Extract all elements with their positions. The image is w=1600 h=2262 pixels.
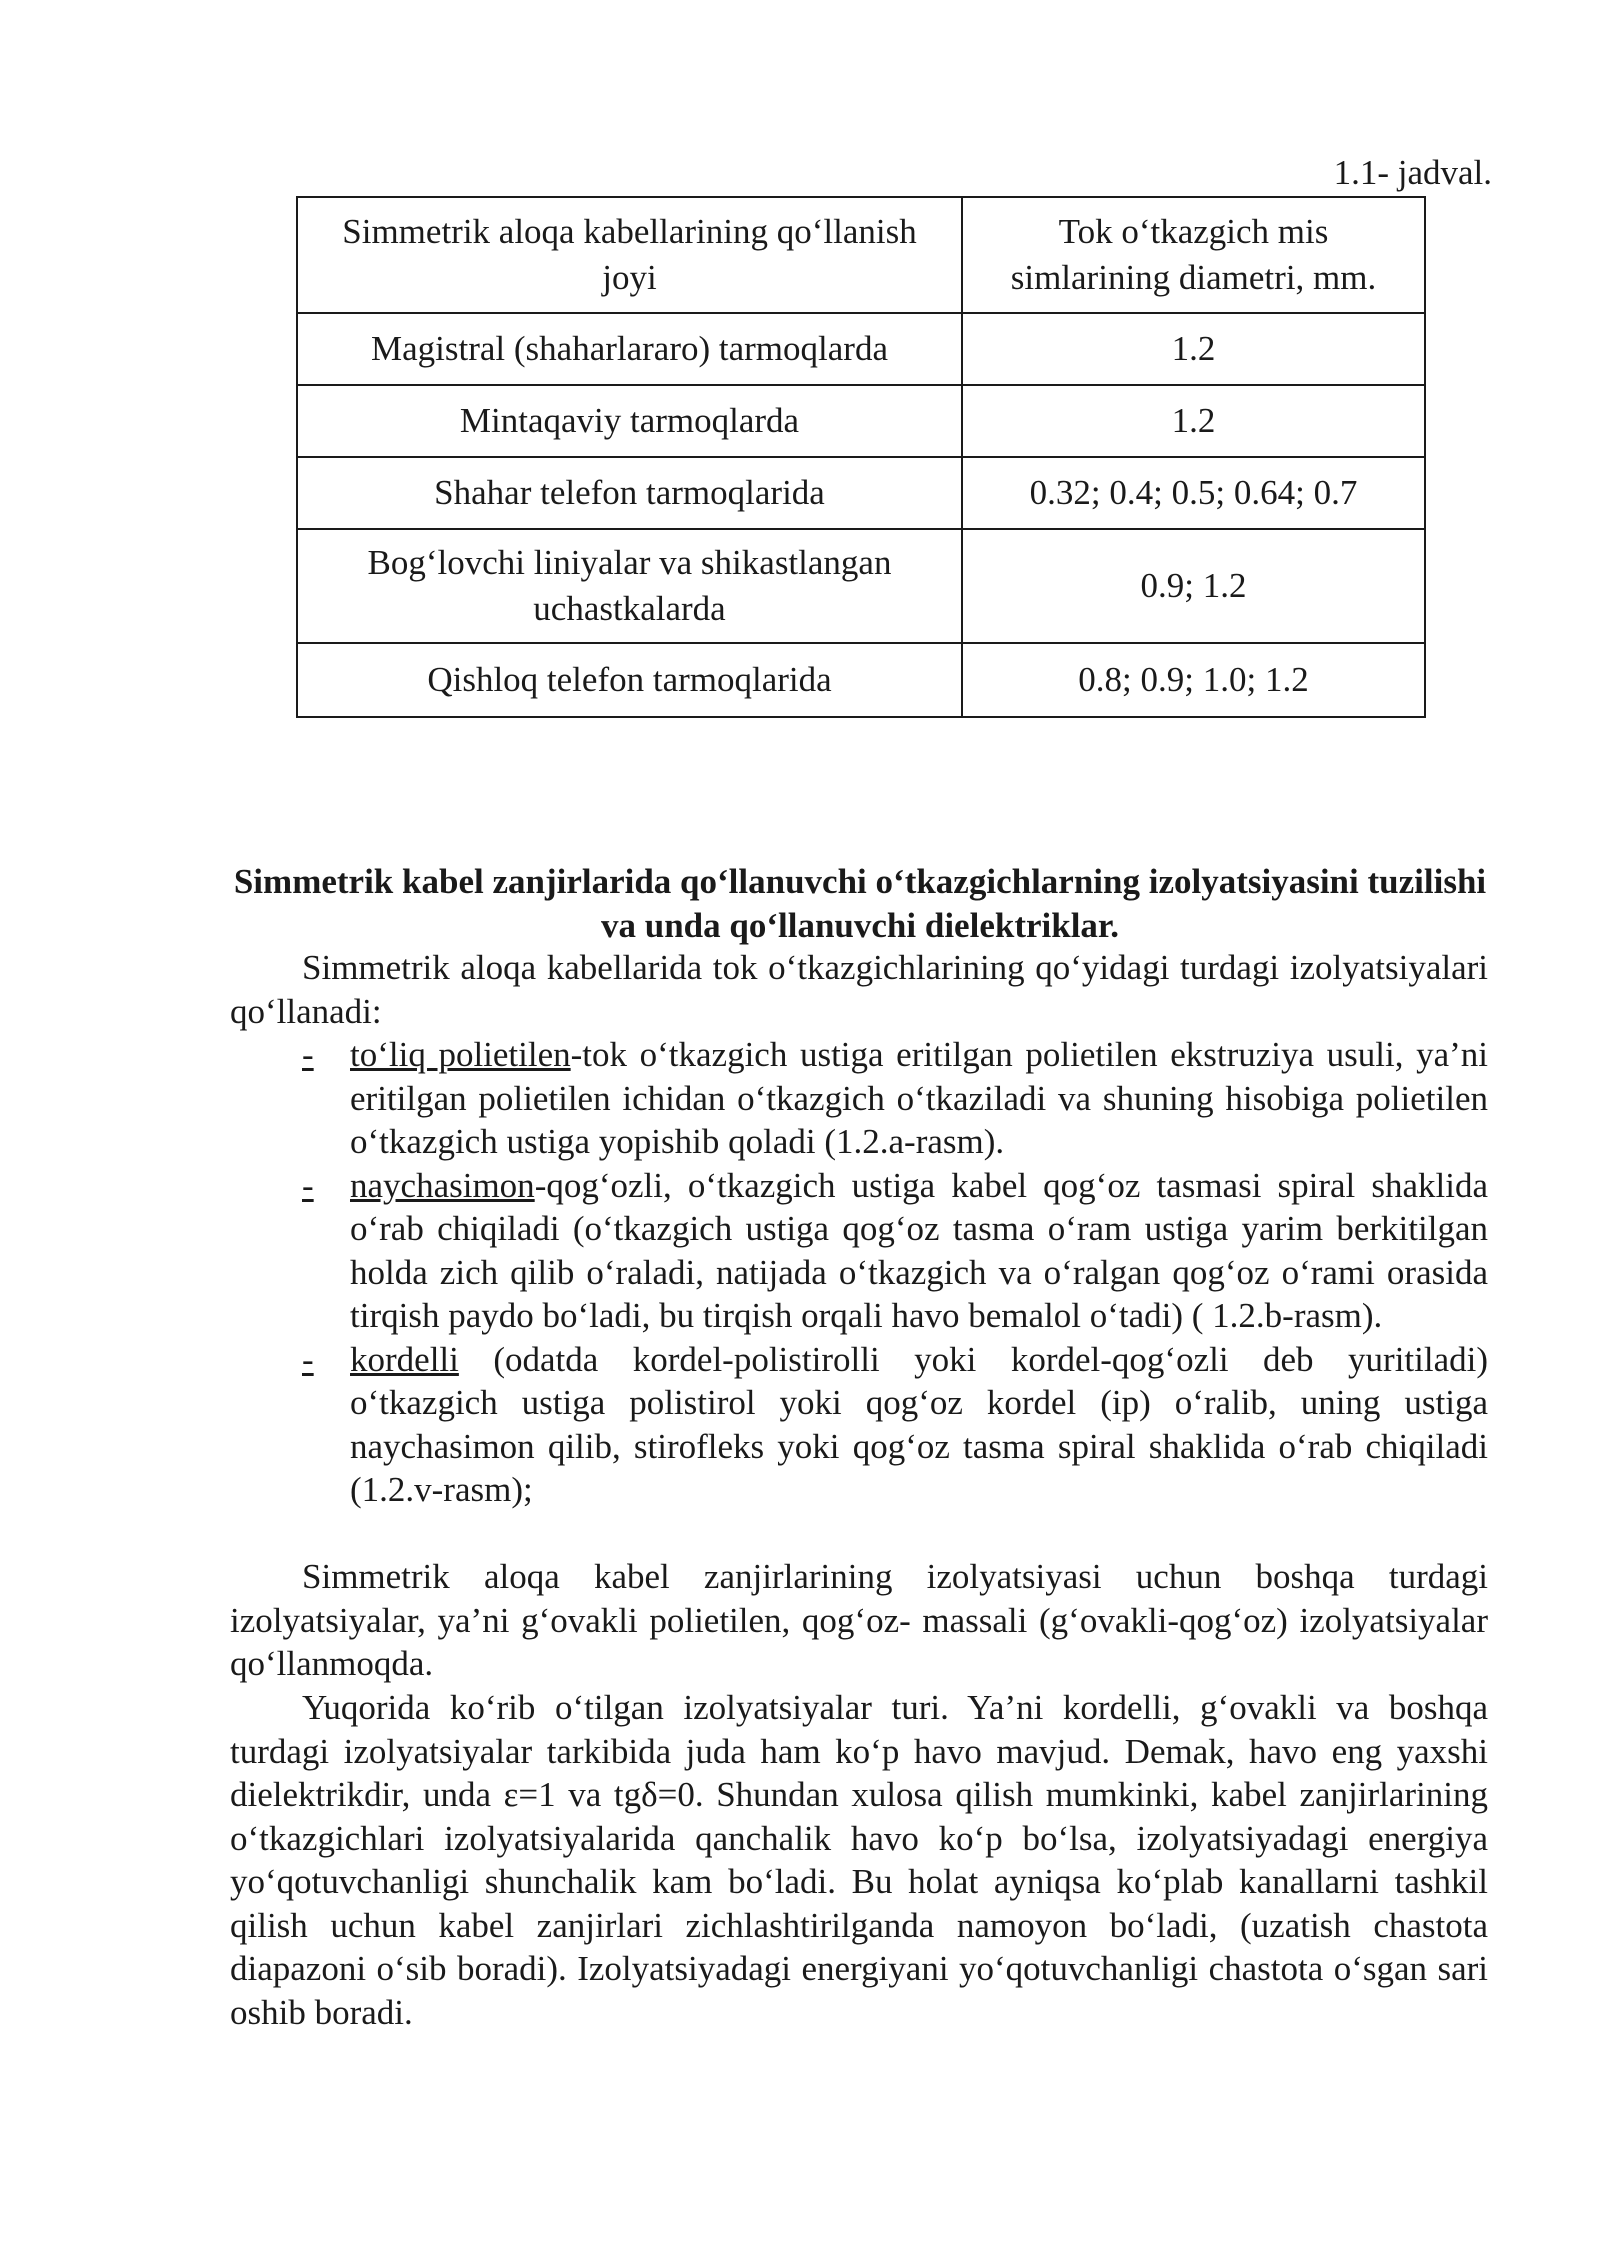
cable-diameter-table xyxy=(296,196,1426,718)
table-header-row xyxy=(297,197,1425,313)
header-cell-application: Simmetrik aloqa kabellarining qo‘llanish joyi xyxy=(297,197,962,313)
list-dash: - xyxy=(302,1035,314,1074)
paragraph-3-text: Yuqorida ko‘rib o‘tilgan izolyatsiyalar turi. Ya’ni kordelli, g‘ovakli va boshqa turdagi izolyatsiyalar tarkibida juda ham ko‘p havo mavjud. Demak, havo eng yaxshi dielektrikdir, unda ε=1 va tgδ=0. Shundan xulosa qilish mumkinki, kabel zanjirlarining o‘tkazgichlari izolyatsiyalarida qanchalik havo ko‘p bo‘lsa, izolyatsiyadagi energiya yo‘qotuvchanligi shunchalik kam bo‘ladi. Bu holat ayniqsa ko‘plab kanallarni tashkil qilish uchun kabel zanjirlari zichlashtirilganda namoyon bo‘ladi, (uzatish chastota diapazoni o‘sib boradi). Izolyatsiyadagi energiyani yo‘qotuvchanligi chastota o‘sgan sari oshib boradi. xyxy=(230,1688,1488,2032)
table-row xyxy=(297,385,1425,457)
header-cell-diameter: Tok o‘tkazgich mis simlarining diametri, mm. xyxy=(962,197,1425,313)
list-item xyxy=(302,1033,1488,1164)
insulation-types-list xyxy=(302,1033,1488,1512)
paragraph-3 xyxy=(230,1686,1488,2034)
list-term: kordelli xyxy=(350,1339,459,1379)
paragraph-2-text: Simmetrik aloqa kabel zanjirlarining izolyatsiyasi uchun boshqa turdagi izolyatsiyalar, ya’ni g‘ovakli polietilen, qog‘oz- massali (g‘ovakli-qog‘oz) izolyatsiyalar qo‘llanmoqda. xyxy=(230,1557,1488,1683)
section-heading: Simmetrik kabel zanjirlarida qo‘llanuvchi o‘tkazgichlarning izolyatsiyasini tuzilishi va unda qo‘llanuvchi dielektriklar. xyxy=(233,862,1487,945)
table-cell-application: Qishloq telefon tarmoqlarida xyxy=(297,643,962,717)
table-row xyxy=(297,313,1425,385)
table-cell-application: Shahar telefon tarmoqlarida xyxy=(297,457,962,529)
list-item xyxy=(302,1164,1488,1338)
table-cell-application: Mintaqaviy tarmoqlarda xyxy=(297,385,962,457)
list-text: -tok o‘tkazgich ustiga eritilgan polietilen ekstruziya usuli, ya’ni eritilgan polietilen ichidan o‘tkazgich o‘tkaziladi va shuning hisobiga polietilen o‘tkazgich ustiga yopishib qoladi (1.2.a-rasm). xyxy=(350,1035,1488,1161)
table-cell-diameter: 1.2 xyxy=(962,385,1425,457)
table-caption: 1.1- jadval. xyxy=(1333,153,1492,192)
table-row xyxy=(297,457,1425,529)
table-cell-diameter: 0.8; 0.9; 1.0; 1.2 xyxy=(962,643,1425,717)
list-text: (odatda kordel-polistirolli yoki kordel-qog‘ozli deb yuritiladi) o‘tkazgich ustiga polistirol yoki qog‘oz kordel (ip) o‘ralib, uning ustiga naychasimon qilib, stirofleks yoki qog‘oz tasma spiral shaklida o‘rab chiqiladi (1.2.v-rasm); xyxy=(350,1339,1488,1509)
paragraph-2 xyxy=(230,1555,1488,1686)
list-dash: - xyxy=(302,1339,314,1379)
table-cell-diameter: 0.32; 0.4; 0.5; 0.64; 0.7 xyxy=(962,457,1425,529)
list-term: to‘liq polietilen xyxy=(350,1035,571,1074)
intro-text: Simmetrik aloqa kabellarida tok o‘tkazgichlarining qo‘yidagi turdagi izolyatsiyalari qo‘llanadi: xyxy=(230,948,1488,1031)
table-row xyxy=(297,643,1425,717)
list-term: naychasimon xyxy=(350,1165,535,1205)
intro-paragraph xyxy=(230,946,1488,1033)
list-dash: - xyxy=(302,1165,314,1205)
list-text: -qog‘ozli, o‘tkazgich ustiga kabel qog‘oz tasmasi spiral shaklida o‘rab chiqiladi (o‘tkazgich ustiga qog‘oz tasma o‘ram ustiga yarim berkitilgan holda zich qilib o‘raladi, natijada o‘tkazgich va o‘ralgan qog‘oz o‘rami orasida tirqish paydo bo‘ladi, bu tirqish orqali havo bemalol o‘tadi) ( 1.2.b-rasm). xyxy=(350,1165,1488,1335)
table-cell-diameter: 1.2 xyxy=(962,313,1425,385)
table-row xyxy=(297,529,1425,643)
table-cell-application: Magistral (shaharlararo) tarmoqlarda xyxy=(297,313,962,385)
table-cell-diameter: 0.9; 1.2 xyxy=(962,529,1425,643)
table-cell-application: Bog‘lovchi liniyalar va shikastlangan uchastkalarda xyxy=(297,529,962,643)
list-item xyxy=(302,1338,1488,1512)
